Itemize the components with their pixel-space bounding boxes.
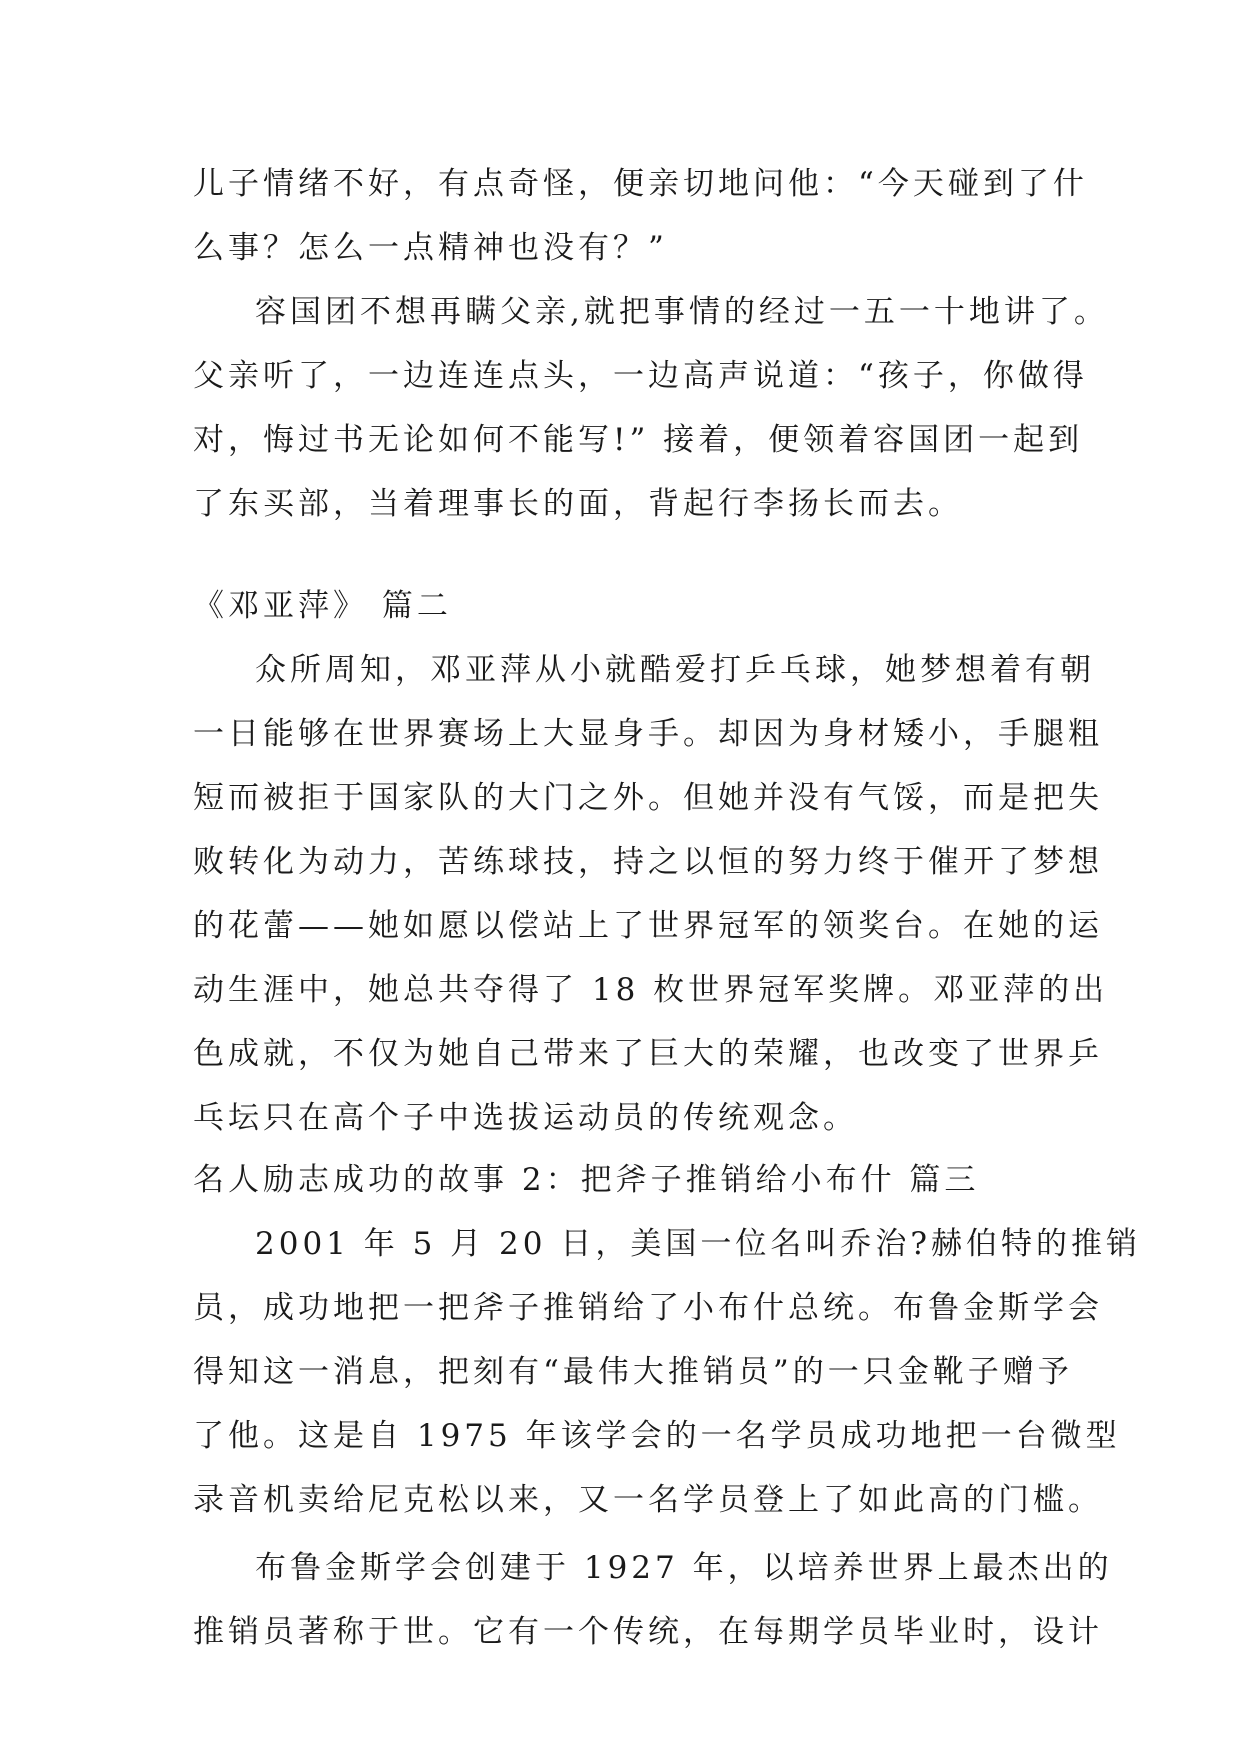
text-line: 得知这一消息，把刻有“最伟大推销员”的一只金靴子赠予 — [193, 1354, 1073, 1390]
text-line: 录音机卖给尼克松以来，又一名学员登上了如此高的门槛。 — [193, 1482, 1103, 1518]
text-line: 短而被拒于国家队的大门之外。但她并没有气馁，而是把失 — [193, 780, 1103, 816]
text-line: 色成就，不仅为她自己带来了巨大的荣耀，也改变了世界乒 — [193, 1036, 1103, 1072]
text-line: 么事？怎么一点精神也没有？” — [193, 230, 668, 266]
text-line: 动生涯中，她总共夺得了 18 枚世界冠军奖牌。邓亚萍的出 — [193, 972, 1109, 1008]
text-line: 对，悔过书无论如何不能写!” 接着，便领着容国团一起到 — [193, 422, 1084, 458]
text-line: 败转化为动力，苦练球技，持之以恒的努力终于催开了梦想 — [193, 844, 1103, 880]
text-line: 推销员著称于世。它有一个传统，在每期学员毕业时，设计 — [193, 1614, 1103, 1650]
text-line: 一日能够在世界赛场上大显身手。却因为身材矮小，手腿粗 — [193, 716, 1103, 752]
paragraph-start: 众所周知，邓亚萍从小就酷爱打乒乓球，她梦想着有朝 — [255, 652, 1095, 688]
text-line: 乓坛只在高个子中选拔运动员的传统观念。 — [193, 1100, 858, 1136]
text-line: 了他。这是自 1975 年该学会的一名学员成功地把一台微型 — [193, 1418, 1121, 1454]
paragraph-start: 2001 年 5 月 20 日，美国一位名叫乔治?赫伯特的推销 — [255, 1226, 1141, 1262]
text-line: 了东买部，当着理事长的面，背起行李扬长而去。 — [193, 486, 963, 522]
text-line: 儿子情绪不好，有点奇怪，便亲切地问他：“今天碰到了什 — [193, 166, 1088, 202]
paragraph-start: 布鲁金斯学会创建于 1927 年，以培养世界上最杰出的 — [255, 1550, 1113, 1586]
section-heading: 《邓亚萍》 篇二 — [193, 588, 452, 624]
text-line: 员，成功地把一把斧子推销给了小布什总统。布鲁金斯学会 — [193, 1290, 1103, 1326]
paragraph-start: 容国团不想再瞒父亲,就把事情的经过一五一十地讲了。 — [255, 294, 1109, 330]
text-line: 父亲听了，一边连连点头，一边高声说道：“孩子，你做得 — [193, 358, 1088, 394]
section-heading: 名人励志成功的故事 2：把斧子推销给小布什 篇三 — [193, 1162, 980, 1198]
text-line: 的花蕾——她如愿以偿站上了世界冠军的领奖台。在她的运 — [193, 908, 1103, 944]
